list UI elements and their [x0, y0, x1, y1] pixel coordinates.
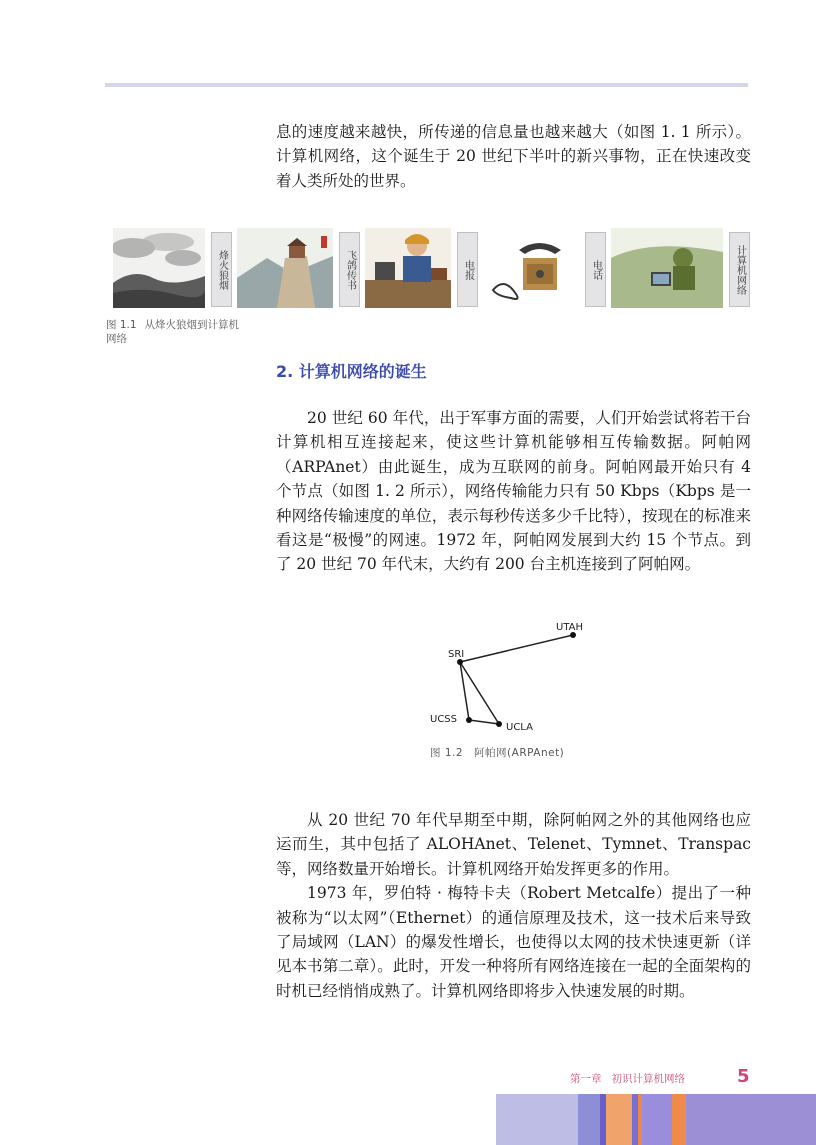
- label-computer-network: 计算机网络: [729, 232, 750, 307]
- node-ucss: [466, 717, 472, 723]
- figure-1-1-strip: [113, 228, 749, 308]
- intro-text: 息的速度越来越快，所传递的信息量也越来越大（如图 1. 1 所示）。计算机网络，这个诞生于 20 世纪下半叶的新兴事物，正在快速改变着人类所处的世界。: [276, 123, 751, 190]
- edge-sri-utah: [460, 635, 573, 662]
- label-sri: SRI: [448, 649, 465, 660]
- figure-1-2-caption: 图 1.2 阿帕网(ARPAnet): [430, 747, 565, 759]
- paragraph-1-text: 20 世纪 60 年代，出于军事方面的需要，人们开始尝试将若干台计算机相互连接起来，使这些计算机能够相互传输数据。阿帕网（ARPAnet）由此诞生，成为互联网的前身。阿帕网最开始只有 4 个节点（如图 1. 2 所示），网络传输能力只有 50 Kbps（Kbps 是一种网络传输速度的单位，表示每秒传送多少千比特），按现在的标准来看这是“极慢”的网速。1972 年，阿帕网发展到大约 15 个节点。到了 20 世纪 70 年代末，大约有 200 台主机连接到了阿帕网。: [276, 409, 751, 574]
- figure-1-1-number: 图 1.1: [106, 319, 137, 331]
- computer-network-image: [611, 228, 723, 308]
- header-rule: [105, 83, 748, 87]
- page-number: 5: [737, 1066, 750, 1087]
- edge-sri-ucla: [460, 662, 499, 724]
- great-wall-image: [237, 228, 333, 308]
- node-ucla: [496, 721, 502, 727]
- label-ucss: UCSS: [430, 714, 457, 725]
- beacon-smoke-image: [113, 228, 205, 308]
- arpanet-diagram: [420, 612, 620, 742]
- label-telegraph: 电报: [457, 232, 478, 307]
- edge-sri-ucss: [460, 662, 469, 720]
- paragraph-networks: [276, 808, 751, 1003]
- footer-chapter-title: 初识计算机网络: [611, 1073, 685, 1085]
- telegraph-operator-image: [365, 228, 451, 308]
- footer-color-bars: [0, 1094, 816, 1145]
- paragraph-2-text: 从 20 世纪 70 年代早期至中期，除阿帕网之外的其他网络也应运而生，其中包括了 ALOHAnet、Telenet、Tymnet、Transpac 等，网络数量开始增长。计算机网络开始发挥更多的作用。: [276, 811, 751, 878]
- label-telephone: 电话: [585, 232, 606, 307]
- footer-chapter-number: 第一章: [570, 1073, 602, 1085]
- section-title: 2. 计算机网络的诞生: [276, 362, 427, 381]
- figure-1-1-caption: [106, 318, 246, 346]
- paragraph-3-text: 1973 年，罗伯特 · 梅特卡夫（Robert Metcalfe）提出了一种被称为“以太网”（Ethernet）的通信原理及技术，这一技术后来导致了局域网（LAN）的爆发性增长，也使得以太网的技术快速更新（详见本书第二章）。此时，开发一种将所有网络连接在一起的全面架构的时机已经悄悄成熟了。计算机网络即将步入快速发展的时期。: [276, 884, 751, 1000]
- label-pigeon: 飞鸽传书: [339, 232, 360, 307]
- edge-ucss-ucla: [469, 720, 499, 724]
- figure-1-1-caption-text: 从烽火狼烟到计算机网络: [106, 319, 240, 345]
- footer-chapter: [570, 1071, 695, 1086]
- intro-paragraph: [276, 120, 751, 193]
- telephone-image: [483, 228, 579, 308]
- label-beacon: 烽火狼烟: [211, 232, 232, 307]
- paragraph-arpanet: [276, 406, 751, 577]
- label-utah: UTAH: [556, 622, 584, 633]
- label-ucla: UCLA: [506, 722, 533, 733]
